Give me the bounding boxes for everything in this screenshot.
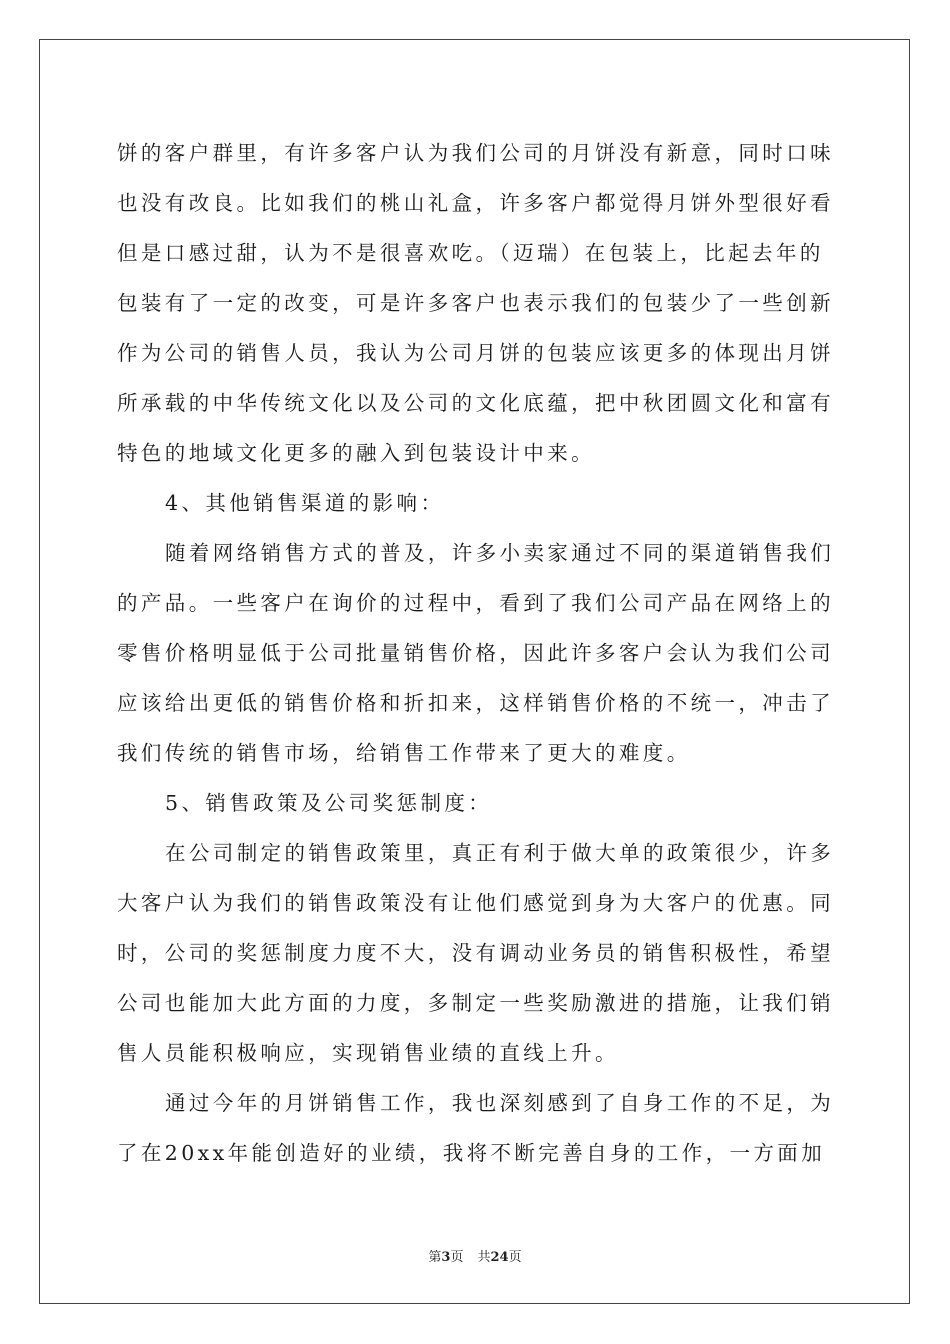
text-line: 在公司制定的销售政策里，真正有利于做大单的政策很少，许多 xyxy=(165,841,835,865)
text-line: 了在20xx年能创造好的业绩，我将不断完善自身的工作，一方面加 xyxy=(117,1141,826,1165)
text-line: 大客户认为我们的销售政策没有让他们感觉到身为大客户的优惠。同 xyxy=(117,891,834,915)
page-suffix: 页 xyxy=(450,1250,464,1265)
page-footer xyxy=(0,1246,950,1265)
text-line: 但是口感过甜，认为不是很喜欢吃。（迈瑞）在包装上，比起去年的 xyxy=(117,241,824,265)
text-line: 我们传统的销售市场，给销售工作带来了更大的难度。 xyxy=(117,741,691,765)
section-heading: 5、销售政策及公司奖惩制度： xyxy=(165,791,493,815)
total-prefix: 共 xyxy=(477,1250,491,1265)
text-line: 作为公司的销售人员，我认为公司月饼的包装应该更多的体现出月饼 xyxy=(117,341,834,365)
text-line: 售人员能积极响应，实现销售业绩的直线上升。 xyxy=(117,1041,619,1065)
text-line: 所承载的中华传统文化以及公司的文化底蕴，把中秋团圆文化和富有 xyxy=(117,391,834,415)
page-number: 3 xyxy=(441,1250,451,1265)
text-line: 的产品。一些客户在询价的过程中，看到了我们公司产品在网络上的 xyxy=(117,591,834,615)
text-line: 零售价格明显低于公司批量销售价格，因此许多客户会认为我们公司 xyxy=(117,641,834,665)
text-line: 通过今年的月饼销售工作，我也深刻感到了自身工作的不足，为 xyxy=(165,1091,835,1115)
text-line: 时，公司的奖惩制度力度不大，没有调动业务员的销售积极性，希望 xyxy=(117,941,834,965)
text-line: 公司也能加大此方面的力度，多制定一些奖励激进的措施，让我们销 xyxy=(117,991,834,1015)
text-line: 应该给出更低的销售价格和折扣来，这样销售价格的不统一，冲击了 xyxy=(117,691,834,715)
text-line: 也没有改良。比如我们的桃山礼盒，许多客户都觉得月饼外型很好看 xyxy=(117,191,834,215)
total-suffix: 页 xyxy=(508,1250,522,1265)
text-line: 包装有了一定的改变，可是许多客户也表示我们的包装少了一些创新 xyxy=(117,291,834,315)
text-line: 随着网络销售方式的普及，许多小卖家通过不同的渠道销售我们 xyxy=(165,541,835,565)
total-pages: 24 xyxy=(490,1250,509,1265)
document-body xyxy=(117,128,835,1178)
page-prefix: 第 xyxy=(428,1250,442,1265)
text-line: 特色的地域文化更多的融入到包装设计中来。 xyxy=(117,441,595,465)
section-heading: 4、其他销售渠道的影响： xyxy=(165,491,445,515)
text-line: 饼的客户群里，有许多客户认为我们公司的月饼没有新意，同时口味 xyxy=(117,141,834,165)
